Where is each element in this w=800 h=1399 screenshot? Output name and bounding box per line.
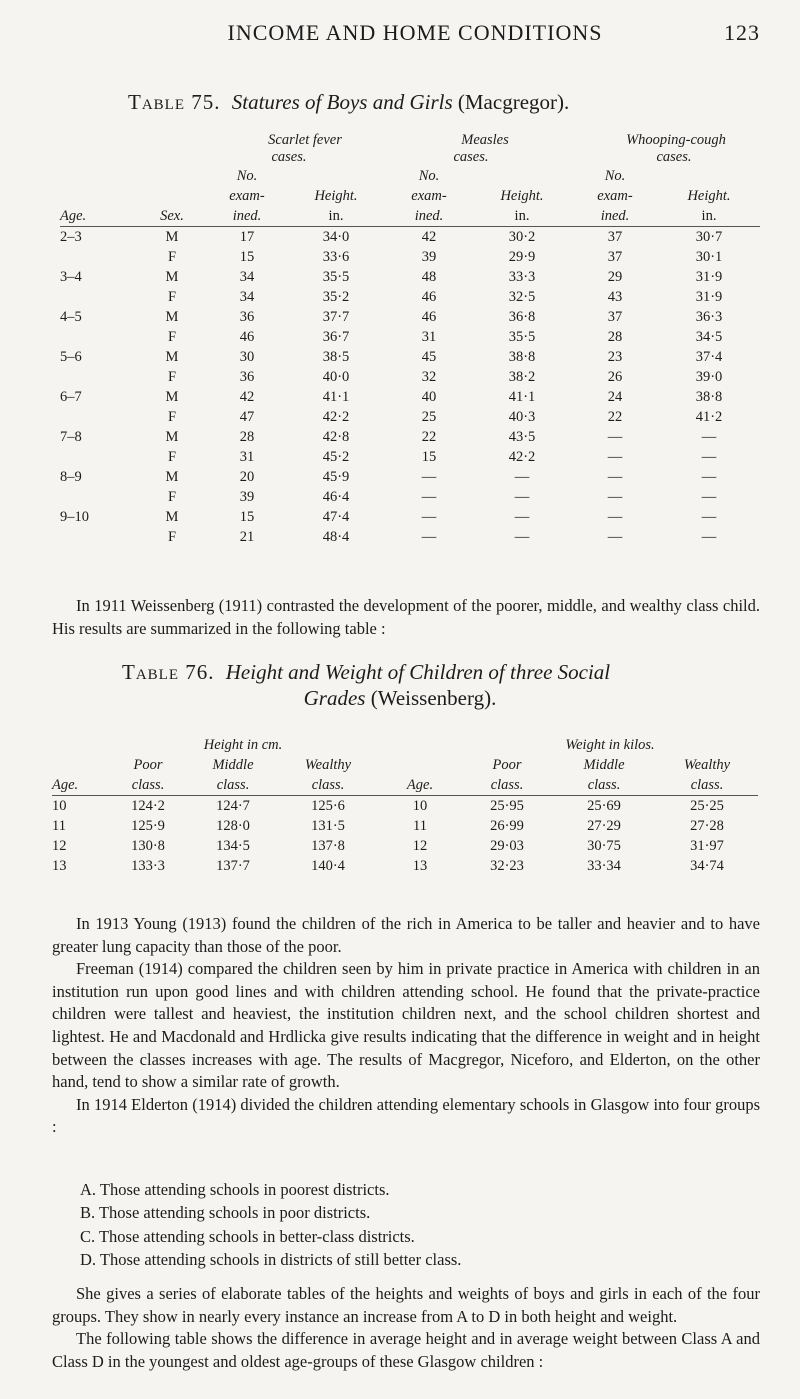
table-cell: 43·5 — [508, 428, 536, 445]
table-cell: 22 — [607, 408, 623, 425]
table-cell: — — [607, 448, 623, 465]
col-no: No. — [604, 167, 626, 184]
table-cell: 24 — [607, 388, 623, 405]
table-cell: 37·7 — [322, 308, 350, 325]
table76-label: Table 76. — [122, 660, 215, 684]
table-cell: — — [701, 488, 717, 505]
table-row — [60, 347, 760, 367]
table75-group-whooping — [572, 132, 760, 166]
table-row — [60, 367, 760, 387]
table-cell — [60, 287, 136, 307]
table-cell: 40·3 — [508, 408, 536, 425]
table-cell: 25·95 — [490, 797, 524, 814]
table-row — [60, 407, 760, 427]
table-cell: F — [167, 328, 177, 345]
table-cell: 15 — [421, 448, 437, 465]
groups-list — [80, 1178, 461, 1271]
table-cell: 45·2 — [322, 448, 350, 465]
list-item: D. Those attending schools in districts of still better class. — [80, 1249, 462, 1269]
table-row — [60, 227, 760, 248]
scarlet-line1: Scarlet fever — [268, 132, 342, 148]
table-cell: 31·97 — [690, 837, 724, 854]
col-wealthy: Wealthy — [304, 756, 352, 773]
col-in: in. — [328, 207, 344, 224]
table-cell: 11 — [413, 817, 427, 834]
table-cell: 31 — [239, 448, 255, 465]
table-cell: F — [167, 528, 177, 545]
table-cell: 28 — [607, 328, 623, 345]
table-cell: 30 — [239, 348, 255, 365]
table-cell: 36 — [239, 308, 255, 325]
table76-title-italic-1: Height and Weight of Children of three Social — [225, 660, 611, 684]
table-cell: 25·25 — [690, 797, 724, 814]
list-item: C. Those attending schools in better-class districts. — [80, 1226, 415, 1246]
table-cell: 34 — [239, 268, 255, 285]
table-cell: 39 — [239, 488, 255, 505]
table-row — [60, 427, 760, 447]
table-cell: 13 — [412, 857, 428, 874]
table-cell: 29 — [607, 268, 623, 285]
table-cell: 28 — [239, 428, 255, 445]
table-cell: 137·7 — [216, 857, 250, 874]
table-cell: 125·6 — [311, 797, 345, 814]
table-cell: 30·75 — [587, 837, 621, 854]
table-cell: 23 — [607, 348, 623, 365]
table75-group-scarlet — [208, 132, 386, 166]
col-poor: Poor — [133, 756, 163, 773]
table75-title-italic: Statures of Boys and Girls — [231, 90, 453, 114]
table-cell: — — [701, 428, 717, 445]
table-cell: 33·6 — [322, 248, 350, 265]
col-age: Age. — [406, 776, 434, 793]
table-cell: 40 — [421, 388, 437, 405]
col-exam: exam- — [411, 187, 447, 204]
table-cell: M — [165, 268, 179, 285]
table-cell: 32 — [421, 368, 437, 385]
table75 — [60, 132, 760, 547]
table-cell: 32·23 — [490, 857, 524, 874]
table76-caption — [122, 660, 762, 685]
paragraph-5-text: She gives a series of elaborate tables of the heights and weights of boys and girls in each of the four groups. They show in nearly every instance an increase from A to D in both height and weight. — [52, 1284, 760, 1326]
table75-group-measles — [386, 132, 572, 166]
table-cell: 125·9 — [131, 817, 165, 834]
table-cell — [60, 367, 136, 387]
table76-group-weight: Weight in kilos. — [565, 736, 655, 753]
table-cell: 38·5 — [322, 348, 350, 365]
table-cell: 130·8 — [131, 837, 165, 854]
table-cell: M — [165, 308, 179, 325]
table-cell: — — [421, 488, 437, 505]
table-cell: 38·2 — [508, 368, 536, 385]
table-cell — [60, 327, 136, 347]
table-row — [52, 856, 758, 876]
table-cell — [60, 407, 136, 427]
table-cell: 37 — [607, 248, 623, 265]
col-height: Height. — [314, 187, 358, 204]
table-cell: 34·0 — [322, 228, 350, 245]
paragraph-2 — [52, 913, 760, 1139]
table75-label: Table 75. — [128, 90, 221, 114]
paragraph-1-text: In 1911 Weissenberg (1911) contrasted the development of the poorer, middle, and wealthy class child. His results are summarized in the following table : — [52, 596, 760, 638]
table-cell: — — [514, 468, 530, 485]
table76-title-italic-2: Grades — [303, 686, 366, 710]
table-cell: 41·1 — [322, 388, 350, 405]
table-cell: 140·4 — [311, 857, 345, 874]
paragraph-3-text: Freeman (1914) compared the children seen by him in private practice in America with children in an institution run upon good lines and with children attending school. He found that the private-practice children were tallest and heaviest, the institution children next, and the school children shortest and lightest. He and Macdonald and Hrdlicka give results indicating that the difference in weight and in height between the classes increases with age. The results of Macgregor, Niceforo, and Elderton, on the other hand, tend to show a similar rate of growth. — [52, 959, 760, 1092]
table-cell: 42 — [421, 228, 437, 245]
table-cell: 41·2 — [695, 408, 723, 425]
table-cell: 31 — [421, 328, 437, 345]
table-cell: 36 — [239, 368, 255, 385]
table-cell: 27·28 — [690, 817, 724, 834]
table-cell: 13 — [52, 857, 67, 874]
col-exam: exam- — [597, 187, 633, 204]
col-class: class. — [690, 776, 724, 793]
table-cell: — — [607, 428, 623, 445]
table-cell: M — [165, 228, 179, 245]
table-cell: 26 — [607, 368, 623, 385]
table-cell: — — [701, 528, 717, 545]
col-class: class. — [490, 776, 524, 793]
col-ined: ined. — [600, 207, 630, 224]
table-cell: 17 — [239, 228, 255, 245]
table-cell: 33·3 — [508, 268, 536, 285]
col-middle: Middle — [212, 756, 254, 773]
table-cell: F — [167, 448, 177, 465]
table-cell: 15 — [239, 508, 255, 525]
col-no: No. — [418, 167, 440, 184]
table-cell: 45 — [421, 348, 437, 365]
table-cell: — — [701, 448, 717, 465]
table-cell: M — [165, 508, 179, 525]
table-cell: 48·4 — [322, 528, 350, 545]
table-row — [60, 447, 760, 467]
table-row — [60, 247, 760, 267]
table-cell: — — [514, 488, 530, 505]
table75-caption — [128, 90, 748, 115]
table-cell: — — [607, 488, 623, 505]
table-cell: 46·4 — [322, 488, 350, 505]
table-cell: 42·2 — [508, 448, 536, 465]
col-height: Height. — [500, 187, 544, 204]
col-no: No. — [236, 167, 258, 184]
table-row — [60, 527, 760, 547]
col-age: Age. — [52, 776, 79, 793]
table-cell: 29·03 — [490, 837, 524, 854]
table-cell: 30·1 — [695, 248, 723, 265]
table-cell: F — [167, 248, 177, 265]
table-cell: 47 — [239, 408, 255, 425]
table-cell: 39 — [421, 248, 437, 265]
table-cell: 12 — [52, 837, 67, 854]
table-cell: 29·9 — [508, 248, 536, 265]
table-cell: 39·0 — [695, 368, 723, 385]
table-cell: — — [514, 528, 530, 545]
table-cell: 37·4 — [695, 348, 723, 365]
table-cell: F — [167, 408, 177, 425]
table-cell: — — [607, 468, 623, 485]
table-cell: 128·0 — [216, 817, 250, 834]
table-cell: 10 — [52, 797, 67, 814]
table-cell: 26·99 — [490, 817, 524, 834]
table-cell: 36·3 — [695, 308, 723, 325]
table-cell: 46 — [421, 308, 437, 325]
col-sex: Sex. — [160, 207, 184, 224]
col-class: class. — [131, 776, 165, 793]
table-cell: M — [165, 348, 179, 365]
col-class: class. — [587, 776, 621, 793]
table-row — [60, 307, 760, 327]
table-row — [60, 387, 760, 407]
table-cell: 4–5 — [60, 308, 82, 325]
col-ined: ined. — [232, 207, 262, 224]
table-cell: 42·2 — [322, 408, 350, 425]
table-cell: 124·7 — [216, 797, 250, 814]
table-cell — [60, 447, 136, 467]
table-cell: 37 — [607, 308, 623, 325]
table-cell: 46 — [239, 328, 255, 345]
table76-caption-line2 — [0, 686, 800, 711]
table-cell: 34·5 — [695, 328, 723, 345]
table-cell: 35·5 — [508, 328, 536, 345]
table-cell: 42·8 — [322, 428, 350, 445]
table-cell: M — [165, 428, 179, 445]
whooping-line1: Whooping-cough — [626, 132, 726, 148]
table76-title-rest: (Weissenberg). — [370, 686, 497, 710]
table-cell: — — [421, 528, 437, 545]
table-cell: 11 — [52, 817, 66, 834]
table-cell: 43 — [607, 288, 623, 305]
table-cell: 30·2 — [508, 228, 536, 245]
table-cell: 34 — [239, 288, 255, 305]
paragraph-2-text: In 1913 Young (1913) found the children of the rich in America to be taller and heavier and to have greater lung capacity than those of the poor. — [52, 914, 760, 956]
table-cell: 22 — [421, 428, 437, 445]
table-cell: 131·5 — [311, 817, 345, 834]
table-cell: 37 — [607, 228, 623, 245]
col-exam: exam- — [229, 187, 265, 204]
table-row — [60, 327, 760, 347]
list-item: B. Those attending schools in poor districts. — [80, 1203, 371, 1223]
table-cell: 124·2 — [131, 797, 165, 814]
table-cell: 47·4 — [322, 508, 350, 525]
table-cell: — — [607, 528, 623, 545]
running-title: INCOME AND HOME CONDITIONS — [227, 20, 603, 45]
measles-line2: cases. — [453, 149, 489, 165]
table-cell — [60, 527, 136, 547]
table-cell: 34·74 — [690, 857, 724, 874]
col-class: class. — [311, 776, 345, 793]
page-number: 123 — [724, 20, 760, 45]
table-cell: 35·2 — [322, 288, 350, 305]
table-cell: 9–10 — [60, 508, 89, 525]
table-cell: F — [167, 288, 177, 305]
table-cell: 137·8 — [311, 837, 345, 854]
table-cell: — — [421, 468, 437, 485]
paragraph-4-text: In 1914 Elderton (1914) divided the children attending elementary schools in Glasgow into four groups : — [52, 1094, 760, 1137]
table-cell: 32·5 — [508, 288, 536, 305]
col-class: class. — [216, 776, 250, 793]
table-row — [60, 507, 760, 527]
whooping-line2: cases. — [656, 149, 692, 165]
col-wealthy: Wealthy — [683, 756, 731, 773]
table-cell: 7–8 — [60, 428, 82, 445]
table-cell — [60, 487, 136, 507]
paragraph-1 — [52, 595, 760, 640]
table-cell: 8–9 — [60, 468, 82, 485]
measles-line1: Measles — [461, 132, 509, 148]
table-cell: F — [167, 368, 177, 385]
table-cell: 25 — [421, 408, 437, 425]
table-row — [60, 287, 760, 307]
list-item: A. Those attending schools in poorest districts. — [80, 1180, 390, 1199]
table-cell: — — [421, 508, 437, 525]
table-cell: 38·8 — [508, 348, 536, 365]
table-cell: 45·9 — [322, 468, 350, 485]
col-height: Height. — [687, 187, 731, 204]
col-in: in. — [701, 207, 717, 224]
table-cell: 31·9 — [695, 268, 723, 285]
table-cell: 5–6 — [60, 348, 82, 365]
table-cell: 20 — [239, 468, 255, 485]
scarlet-line2: cases. — [271, 149, 307, 165]
table76-group-height: Height in cm. — [203, 736, 283, 753]
table-cell: — — [514, 508, 530, 525]
table-cell: 48 — [421, 268, 437, 285]
table75-title-rest: (Macgregor). — [457, 90, 570, 114]
paragraph-6-text: The following table shows the difference in average height and in average weight between Class A and Class D in the youngest and oldest age-groups of these Glasgow children : — [52, 1329, 760, 1371]
table-cell: 6–7 — [60, 388, 82, 405]
table-row — [52, 836, 758, 856]
table-cell: F — [167, 488, 177, 505]
table-cell: M — [165, 388, 179, 405]
col-poor: Poor — [492, 756, 522, 773]
table-cell: M — [165, 468, 179, 485]
table-cell: 35·5 — [322, 268, 350, 285]
table-cell: 42 — [239, 388, 255, 405]
col-in: in. — [514, 207, 530, 224]
table-cell: 33·34 — [587, 857, 621, 874]
table-cell: 30·7 — [695, 228, 723, 245]
paragraph-5 — [52, 1283, 760, 1373]
col-middle: Middle — [583, 756, 625, 773]
table-cell: 46 — [421, 288, 437, 305]
table-row — [60, 487, 760, 507]
table-cell: 27·29 — [587, 817, 621, 834]
table-row — [60, 267, 760, 287]
table-cell: 10 — [412, 797, 428, 814]
table-cell: 2–3 — [60, 228, 82, 245]
col-ined: ined. — [414, 207, 444, 224]
table-cell: 134·5 — [216, 837, 250, 854]
table-cell: 15 — [239, 248, 255, 265]
table-cell: 41·1 — [508, 388, 536, 405]
table-cell: 25·69 — [587, 797, 621, 814]
table-cell — [60, 247, 136, 267]
table-cell: 40·0 — [322, 368, 350, 385]
table-row — [52, 816, 758, 836]
table-cell: 133·3 — [131, 857, 165, 874]
table-cell: 12 — [412, 837, 428, 854]
table-cell: — — [701, 468, 717, 485]
table-cell: 31·9 — [695, 288, 723, 305]
table-cell: — — [701, 508, 717, 525]
table-cell: 21 — [239, 528, 255, 545]
table-row — [60, 467, 760, 487]
table-cell: — — [607, 508, 623, 525]
table-row — [52, 796, 758, 817]
table76 — [52, 735, 758, 876]
table-cell: 36·7 — [322, 328, 350, 345]
table-cell: 3–4 — [60, 268, 82, 285]
col-age: Age. — [60, 207, 87, 224]
table-cell: 36·8 — [508, 308, 536, 325]
table-cell: 38·8 — [695, 388, 723, 405]
